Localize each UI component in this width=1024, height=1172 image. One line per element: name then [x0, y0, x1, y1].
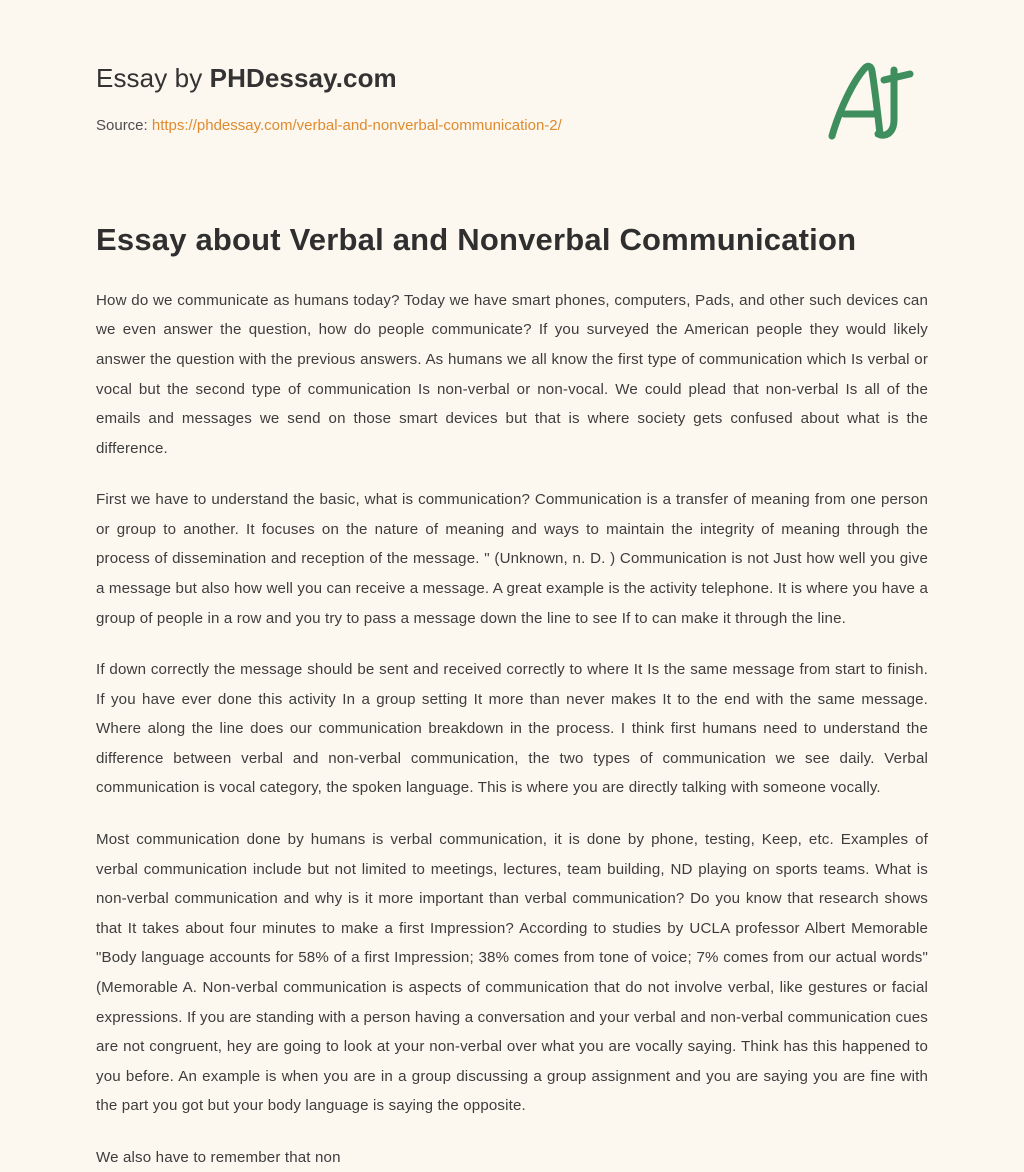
source-line — [96, 117, 928, 134]
source-url-link[interactable]: https://phdessay.com/verbal-and-nonverbal-communication-2/ — [151, 116, 562, 134]
brand-line — [96, 62, 928, 95]
paragraph: How do we communicate as humans today? Today we have smart phones, computers, Pads, and other such devices can we even answer the question, how do people communicate? If you surveyed the American people they would likely answer the question with the previous answers. As humans we all know the first type of communication which Is verbal or vocal but the second type of communication Is non-verbal or non-vocal. We could plead that non-verbal Is all of the emails and messages we send on those smart devices but that is where society gets confused about what is the difference. — [96, 291, 928, 457]
document-header — [0, 0, 1024, 134]
document-body — [96, 260, 928, 1172]
paragraph: If down correctly the message should be sent and received correctly to where It Is the same message from start to finish. If you have ever done this activity In a group setting It more than never makes It to the end with the same message. Where along the line does our communication breakdown in the process. I think first humans need to understand the difference between verbal and non-verbal communication, the two types of communication we see daily. Verbal communication is vocal category, the spoken language. This is where you are directly talking with someone vocally. — [96, 661, 928, 797]
brand-essay-word: Essay — [96, 63, 168, 93]
page-title: Essay about Verbal and Nonverbal Communication — [96, 221, 857, 257]
brand-site-name: PHDessay.com — [209, 63, 397, 93]
paragraph: First we have to understand the basic, what is communication? Communication is a transfer of meaning from one person or group to another. It focuses on the nature of meaning and ways to maintain the integrity of meaning through the process of dissemination and reception of the message. " (Unknown, n. D. ) Communication is not Just how well you give a message but also how well you can receive a message. A great example is the activity telephone. It is where you have a group of people in a row and you try to pass a message down the line to see If to can make it through the line. — [96, 491, 928, 627]
source-label: Source: — [96, 116, 152, 134]
brand-by-word: by — [167, 63, 210, 93]
paragraph: We also have to remember that non — [96, 1148, 341, 1166]
phdessay-a-logo-icon — [818, 58, 928, 148]
paragraph: Most communication done by humans is verbal communication, it is done by phone, testing, Keep, etc. Examples of verbal communication include but not limited to meetings, lectures, team building, ND playing on sports teams. What is non-verbal communication and why is it more important than verbal communication? Do you know that research shows that It takes about four minutes to make a first Impression? According to studies by UCLA professor Albert Memorable "Body language accounts for 58% of a first Impression; 38% comes from tone of voice; 7% comes from our actual words" (Memorable A. Non-verbal communication is aspects of communication that do not involve verbal, like gestures or facial expressions. If you are standing with a person having a conversation and your verbal and non-verbal communication cues are not congruent, hey are going to look at your non-verbal over what you are vocally saying. Think has this happened to you before. An example is when you are in a group discussing a group assignment and you are saying you are fine with the part you got but your body language is saying the opposite. — [96, 831, 928, 1115]
